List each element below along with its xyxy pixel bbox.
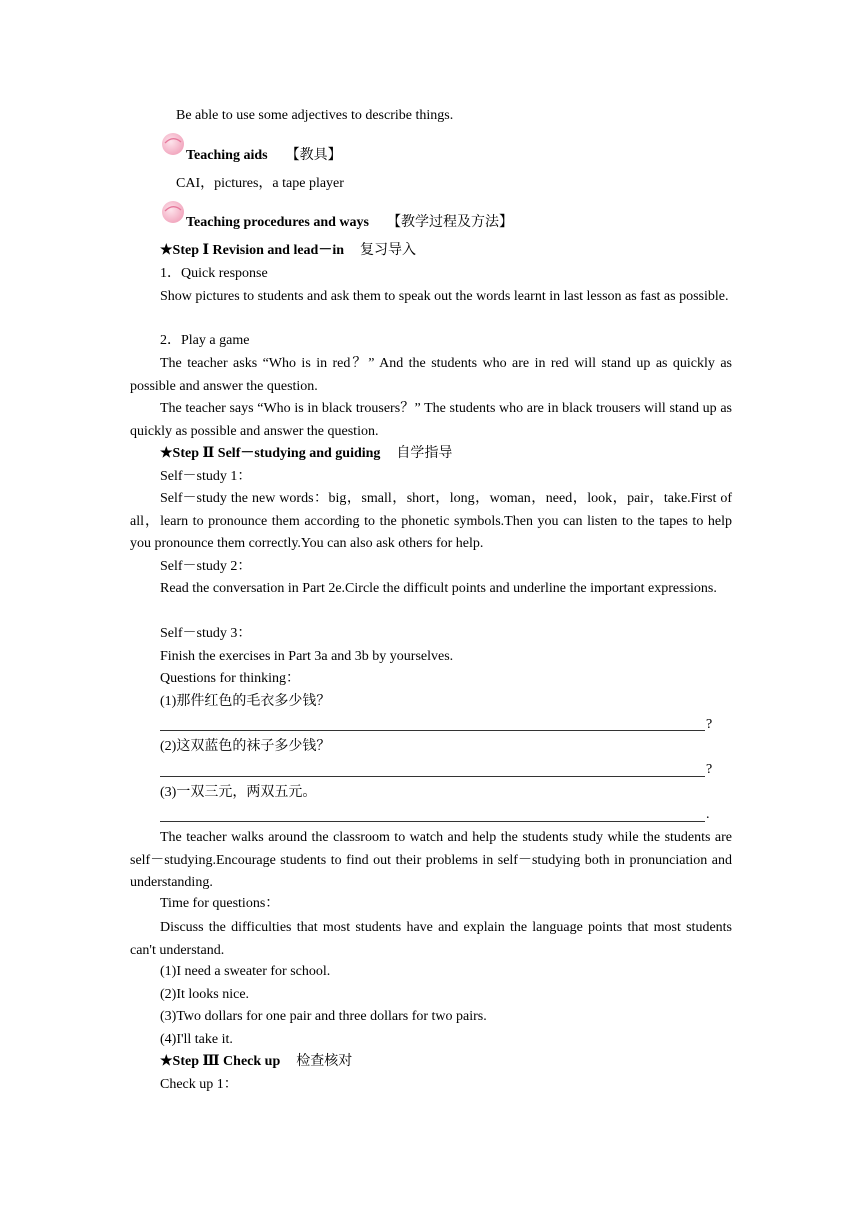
step1-item2: 2．Play a game — [160, 333, 250, 348]
objectives-line: Be able to use some adjectives to describe things. — [176, 108, 454, 123]
teaching-aids-content: CAI，pictures，a tape player — [176, 176, 344, 191]
question-2: (2)这双蓝色的袜子多少钱？ — [160, 739, 331, 754]
flower-bullet-icon — [160, 131, 186, 157]
step1-heading: ★Step Ⅰ Revision and lead－in 复习导入 — [160, 243, 417, 258]
teaching-aids-heading: Teaching aids 【教具】 — [186, 148, 342, 163]
self-study-1-text: Self－study the new words：big，small，short，long，woman，need，look，pair，take.First of all，learn to pronounce them according to the phonetic symbols.Then you can listen to the tapes to help you pronounce them correctly.You can also ask others for help. — [130, 491, 732, 551]
self-study-2-label: Self－study 2： — [160, 559, 252, 574]
check-up-1-label: Check up 1： — [160, 1077, 238, 1092]
time-for-questions-label: Time for questions： — [160, 896, 280, 911]
step1-item1-text: Show pictures to students and ask them to speak out the words learnt in last lesson as fast as possible. — [160, 289, 729, 304]
step2-heading: ★Step Ⅱ Self－studying and guiding 自学指导 — [160, 446, 453, 461]
procedures-heading: Teaching procedures and ways 【教学过程及方法】 — [186, 215, 513, 230]
self-study-3-text: Finish the exercises in Part 3a and 3b by yourselves. — [160, 649, 454, 664]
language-point-3: (3)Two dollars for one pair and three dollars for two pairs. — [160, 1009, 487, 1024]
self-study-1-label: Self－study 1： — [160, 469, 252, 484]
discuss-text: Discuss the difficulties that most students have and explain the language points that most students can't understand. — [130, 920, 732, 958]
step1-item2-text-b: The teacher says “Who is in black trousers？” The students who are in black trousers will stand up as quickly as possible and answer the question. — [130, 401, 732, 439]
self-study-2-text: Read the conversation in Part 2e.Circle the difficult points and underline the important expressions. — [160, 581, 717, 596]
language-point-2: (2)It looks nice. — [160, 987, 250, 1002]
self-study-3-label: Self－study 3： — [160, 626, 252, 641]
answer-end-2: ? — [706, 762, 713, 777]
answer-blank-2 — [160, 776, 705, 777]
step1-item2-text-a: The teacher asks “Who is in red？” And the students who are in red will stand up as quickly as possible and answer the question. — [130, 356, 732, 394]
answer-end-1: ? — [706, 717, 713, 732]
step1-item1: 1．Quick response — [160, 266, 268, 281]
answer-blank-1 — [160, 730, 705, 731]
answer-blank-3 — [160, 821, 705, 822]
question-3: (3)一双三元，两双五元。 — [160, 785, 317, 800]
flower-bullet-icon — [160, 199, 186, 225]
teacher-guidance-text: The teacher walks around the classroom to watch and help the students study while the students are self－studying.Encourage students to find out their problems in self－studying both in pronunciation and understanding. — [130, 830, 732, 890]
answer-end-3: . — [706, 807, 710, 822]
step3-heading: ★Step Ⅲ Check up 检查核对 — [160, 1054, 353, 1069]
language-point-1: (1)I need a sweater for school. — [160, 964, 331, 979]
language-point-4: (4)I'll take it. — [160, 1032, 233, 1047]
questions-label: Questions for thinking： — [160, 671, 300, 686]
question-1: (1)那件红色的毛衣多少钱？ — [160, 694, 331, 709]
